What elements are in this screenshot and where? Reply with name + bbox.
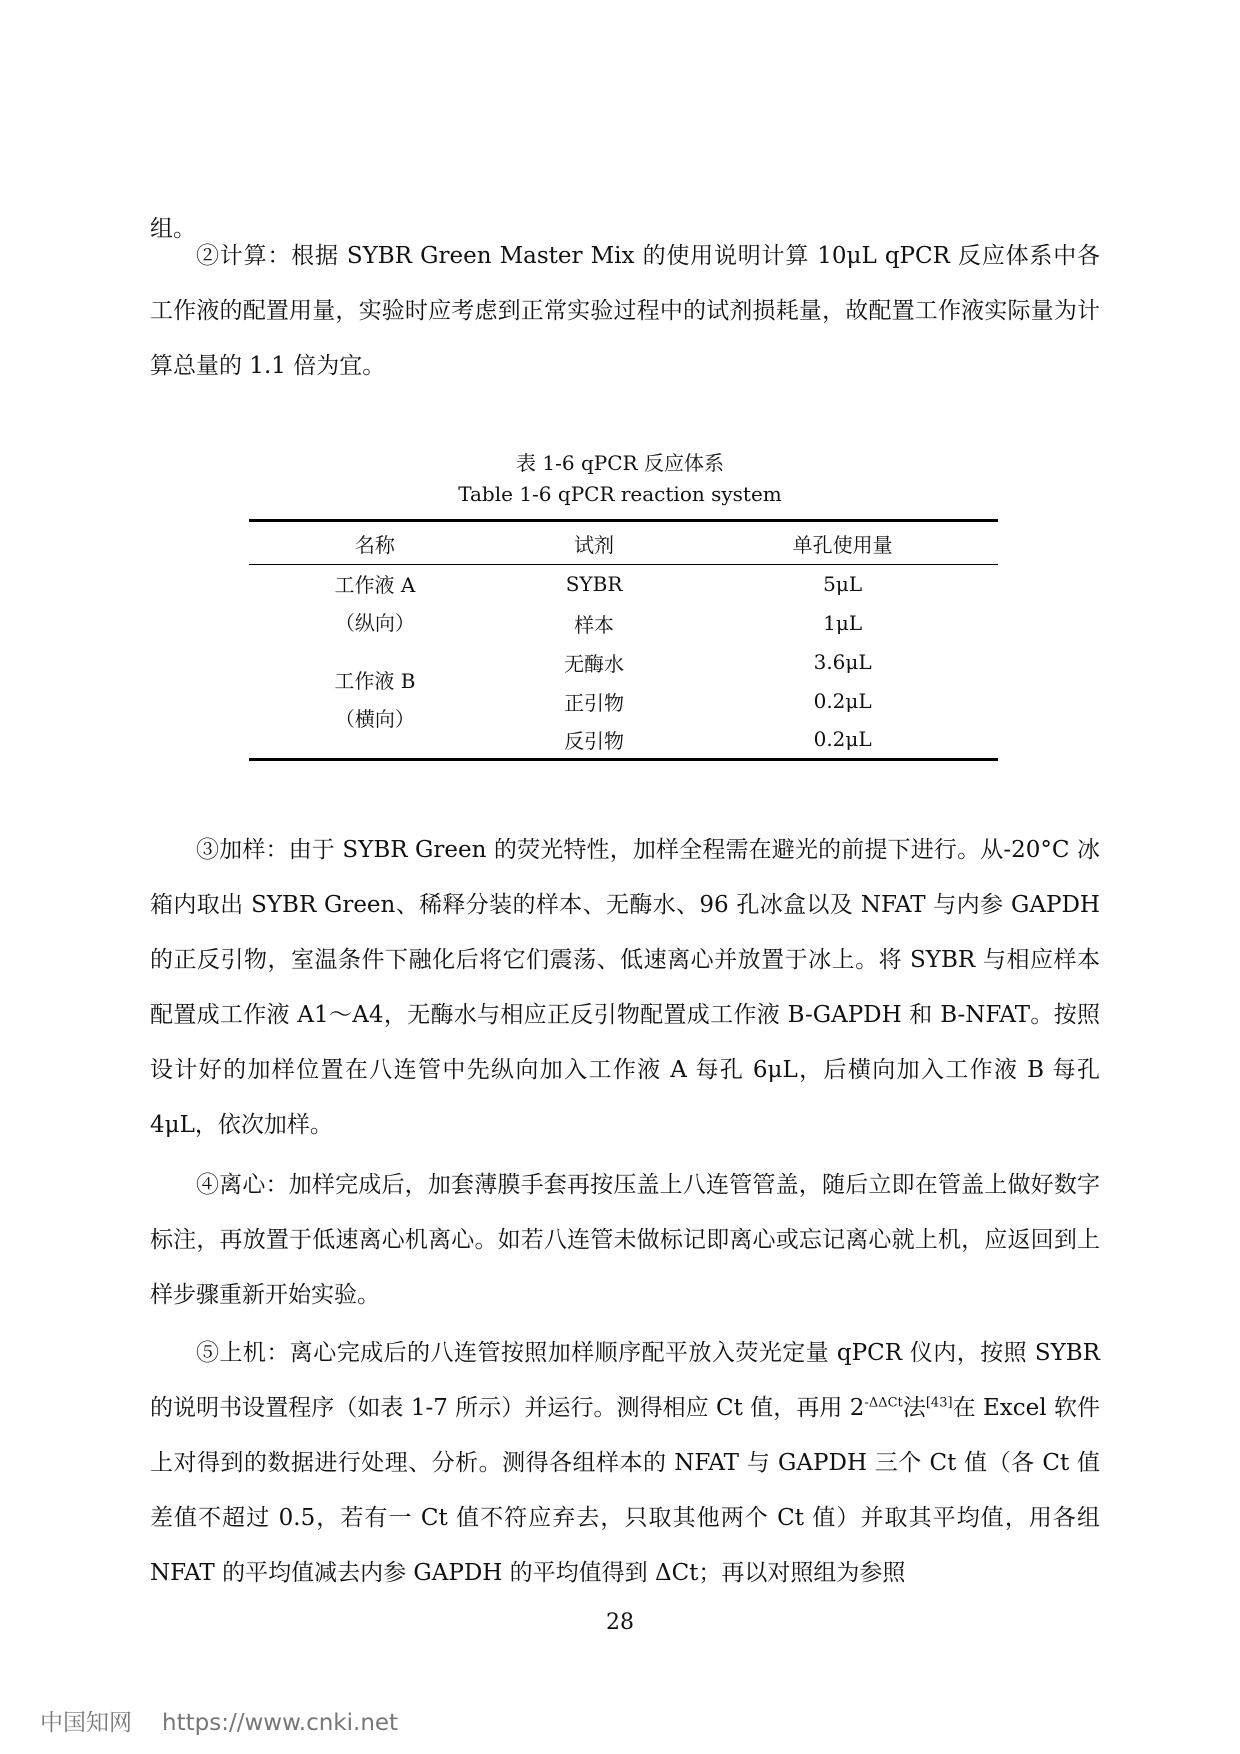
paragraph-calculation: ②计算：根据 SYBR Green Master Mix 的使用说明计算 10μL qPCR 反应体系中各工作液的配置用量，实验时应考虑到正常实验过程中的试剂损耗量，故配置工作液实际量为计算总量的 1.1 倍为宜。 xyxy=(150,243,1100,379)
delta-delta-ct-superscript: -ΔΔCt xyxy=(864,1395,903,1411)
page-number: 28 xyxy=(606,1610,634,1635)
amount-cell: 1μL xyxy=(823,611,863,635)
paragraph-run xyxy=(150,1326,1100,1601)
table-header-reagent: 试剂 xyxy=(501,521,687,565)
reagent-table-container xyxy=(249,519,998,766)
table-caption-cn: 表 1-6 qPCR 反应体系 xyxy=(516,451,724,475)
run-text-part-3: 在 Excel 软件上对得到的数据进行处理、分析。测得各组样本的 NFAT 与 GAPDH 三个 Ct 值（各 Ct 值差值不超过 0.5，若有一 Ct 值不符应弃去，只取其他两个 Ct 值）并取其平均值，用各组 NFAT 的平均值减去内参 GAPDH 的平均值得到 ΔCt；再以对照组为参照 xyxy=(150,1395,1100,1586)
citation-superscript: [43] xyxy=(925,1395,953,1411)
paragraph-fragment: 组。 xyxy=(150,216,196,242)
run-text-part-1: ⑤上机：离心完成后的八连管按照加样顺序配平放入荧光定量 qPCR 仪内，按照 SYBR 的说明书设置程序（如表 1-7 所示）并运行。测得相应 Ct 值，再用 2 xyxy=(150,1340,1100,1421)
group-cell-b xyxy=(249,643,501,760)
reagent-cell: 正引物 xyxy=(564,690,625,715)
amount-cell: 3.6μL xyxy=(813,650,872,674)
table-header-name: 名称 xyxy=(249,521,501,565)
reagent-cell: 反引物 xyxy=(564,728,625,753)
run-text-part-2: 法 xyxy=(902,1395,926,1421)
group-a-name: 工作液 A xyxy=(334,572,416,597)
reagent-cell: 样本 xyxy=(574,612,615,637)
amount-cell: 0.2μL xyxy=(813,727,872,752)
table-header-row xyxy=(249,521,998,565)
reagent-cell: 无酶水 xyxy=(564,651,625,676)
table-row xyxy=(249,643,998,682)
table-row xyxy=(249,565,998,604)
reagent-table xyxy=(249,519,998,761)
paragraph-centrifuge: ④离心：加样完成后，加套薄膜手套再按压盖上八连管管盖，随后立即在管盖上做好数字标注，再放置于低速离心机离心。如若八连管未做标记即离心或忘记离心就上机，应返回到上样步骤重新开始实验。 xyxy=(150,1172,1100,1308)
group-b-name: 工作液 B xyxy=(334,669,416,694)
footer-watermark xyxy=(40,1704,398,1737)
footer-url: https://www.cnki.net xyxy=(162,1710,399,1736)
table-caption-en: Table 1-6 qPCR reaction system xyxy=(458,482,782,506)
footer-brand: 中国知网 xyxy=(40,1710,132,1736)
table-header-amount: 单孔使用量 xyxy=(687,521,998,565)
amount-cell: 5μL xyxy=(823,572,863,597)
group-b-direction: （横向） xyxy=(334,707,415,732)
reagent-cell: SYBR xyxy=(565,572,623,597)
group-cell-a xyxy=(249,565,501,643)
group-a-direction: （纵向） xyxy=(334,610,415,635)
paragraph-loading: ③加样：由于 SYBR Green 的荧光特性，加样全程需在避光的前提下进行。从-20°C 冰箱内取出 SYBR Green、稀释分装的样本、无酶水、96 孔冰盒以及 NFAT 与内参 GAPDH 的正反引物，室温条件下融化后将它们震荡、低速离心并放置于冰上。将 SYBR 与相应样本配置成工作液 A1～A4，无酶水与相应正反引物配置成工作液 B-GAPDH 和 B-NFAT。按照设计好的加样位置在八连管中先纵向加入工作液 A 每孔 6μL，后横向加入工作液 B 每孔 4μL，依次加样。 xyxy=(150,837,1100,1138)
amount-cell: 0.2μL xyxy=(813,689,872,713)
